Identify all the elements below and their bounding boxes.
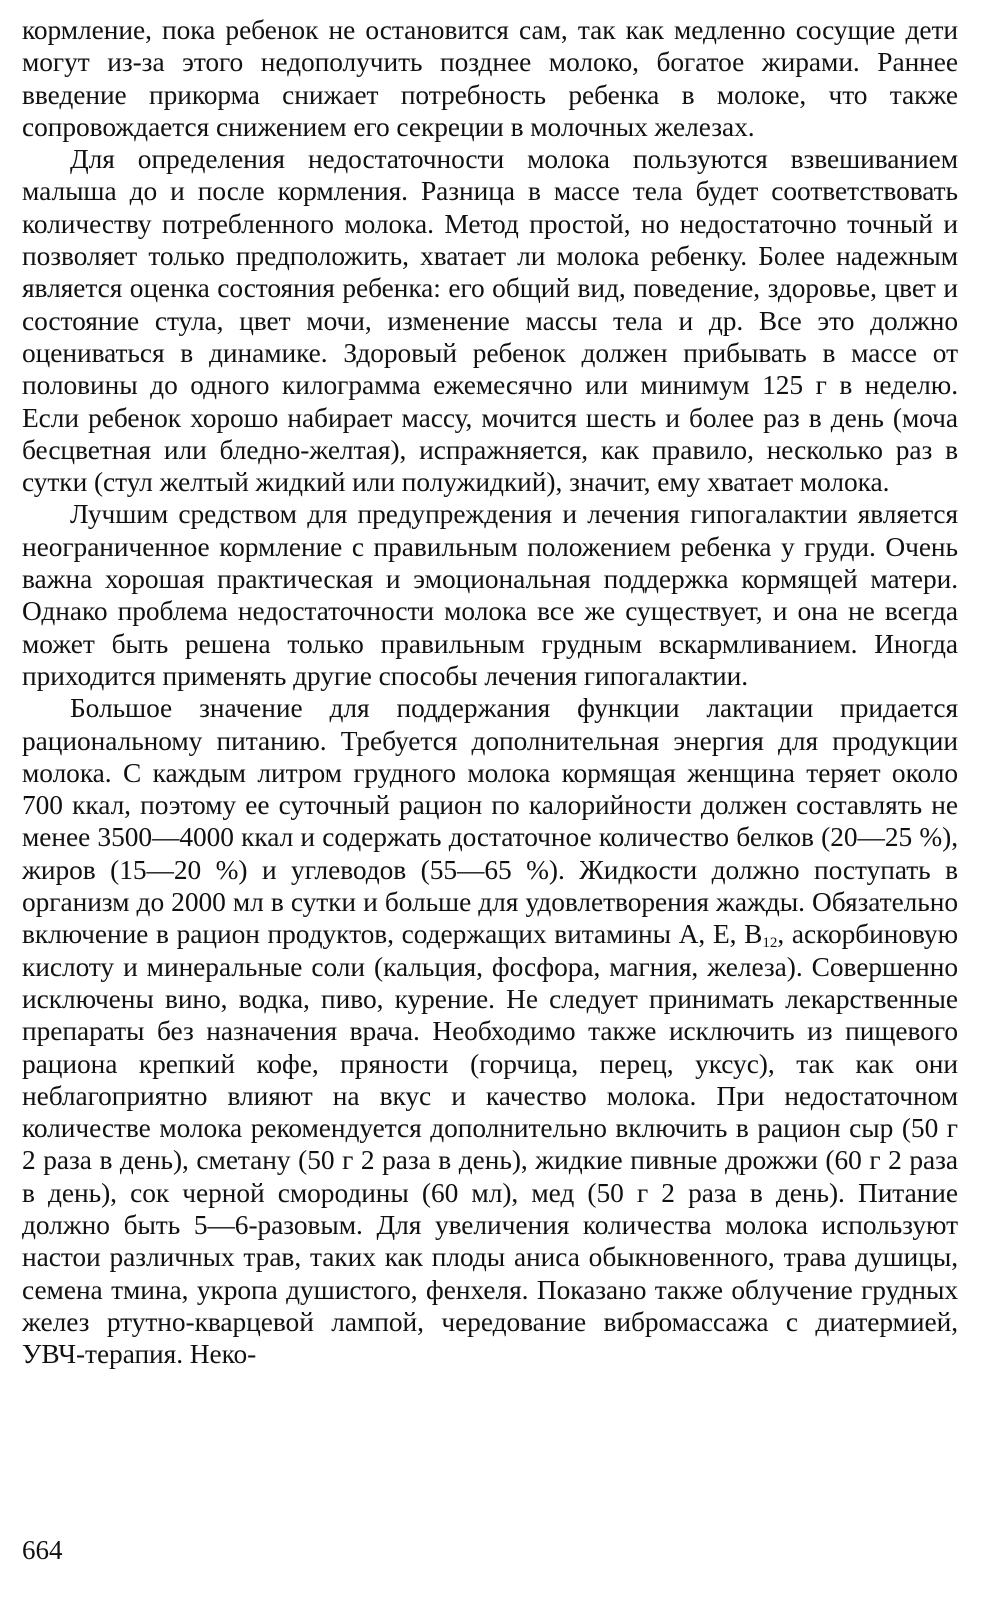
paragraph-2: Для определения недостаточности молока пользуются взвешиванием малыша до и после кормления. Разница в массе тела будет соответствовать количеству потребленного молока. Метод простой, но недостаточно точный и позволяет только предположить, хватает ли молока ребенку. Более надежным является оценка состояния ребенка: его общий вид, поведение, здоровье, цвет и состояние стула, цвет мочи, изменение массы тела и др. Все это должно оцениваться в динамике. Здоровый ребенок должен прибывать в массе от половины до одного килограмма ежемесячно или минимум 125 г в неделю. Если ребенок хорошо набирает массу, мочится шесть и более раз в день (моча бесцветная или бледно-желтая), испражняется, как правило, несколько раз в сутки (стул желтый жидкий или полужидкий), значит, ему хватает молока.: [22, 144, 958, 498]
book-page: [22, 14, 958, 1586]
vitamin-subscript: 12: [762, 935, 778, 952]
paragraph-3: Лучшим средством для предупреждения и лечения гипогалактии является неограниченное кормление с правильным положением ребенка у груди. Очень важна хорошая практическая и эмоциональная поддержка кормящей матери. Однако проблема недостаточности молока все же существует, и она не всегда может быть решена только правильным грудным вскармливанием. Иногда приходится применять другие способы лечения гипогалактии.: [22, 499, 958, 691]
page-number: 664: [22, 1535, 63, 1565]
paragraph-1: кормление, пока ребенок не остановится сам, так как медленно сосущие дети могут из-за этого недополучить позднее молоко, богатое жирами. Раннее введение прикорма снижает потребность ребенка в молоке, что также сопровождается снижением его секреции в молочных железах.: [22, 15, 958, 142]
paragraph-4-part-1: Большое значение для поддержания функции лактации придается рациональному питанию. Требуется дополнительная энергия для продукции молока. С каждым литром грудного молока кормящая женщина теряет около 700 ккал, поэтому ее суточный рацион по калорийности должен составлять не менее 3500—4000 ккал и содержать достаточное количество белков (20—25 %), жиров (15—20 %) и углеводов (55—65 %). Жидкости должно поступать в организм до 2000 мл в сутки и больше для удовлетворения жажды. Обязательно включение в рацион продуктов, содержащих витамины А, Е, В: [22, 693, 958, 950]
paragraph-4-part-2: , аскорбиновую кислоту и минеральные соли (кальция, фосфора, магния, железа). Совершенно исключены вино, водка, пиво, курение. Не следует принимать лекарственные препараты без назначения врача. Необходимо также исключить из пищевого рациона крепкий кофе, пряности (горчица, перец, уксус), так как они неблагоприятно влияют на вкус и качество молока. При недостаточном количестве молока рекомендуется дополнительно включить в рацион сыр (50 г 2 раза в день), сметану (50 г 2 раза в день), жидкие пивные дрожжи (60 г 2 раза в день), сок черной смородины (60 мл), мед (50 г 2 раза в день). Питание должно быть 5—6-разовым. Для увеличения количества молока используют настои различных трав, таких как плоды аниса обыкновенного, трава душицы, семена тмина, укропа душистого, фенхеля. Показано также облучение грудных желез ртутно-кварцевой лампой, чередование вибромассажа с диатермией, УВЧ-терапия. Неко-: [22, 919, 958, 1370]
paragraph-4: [22, 692, 958, 1370]
body-text: [22, 14, 958, 1370]
